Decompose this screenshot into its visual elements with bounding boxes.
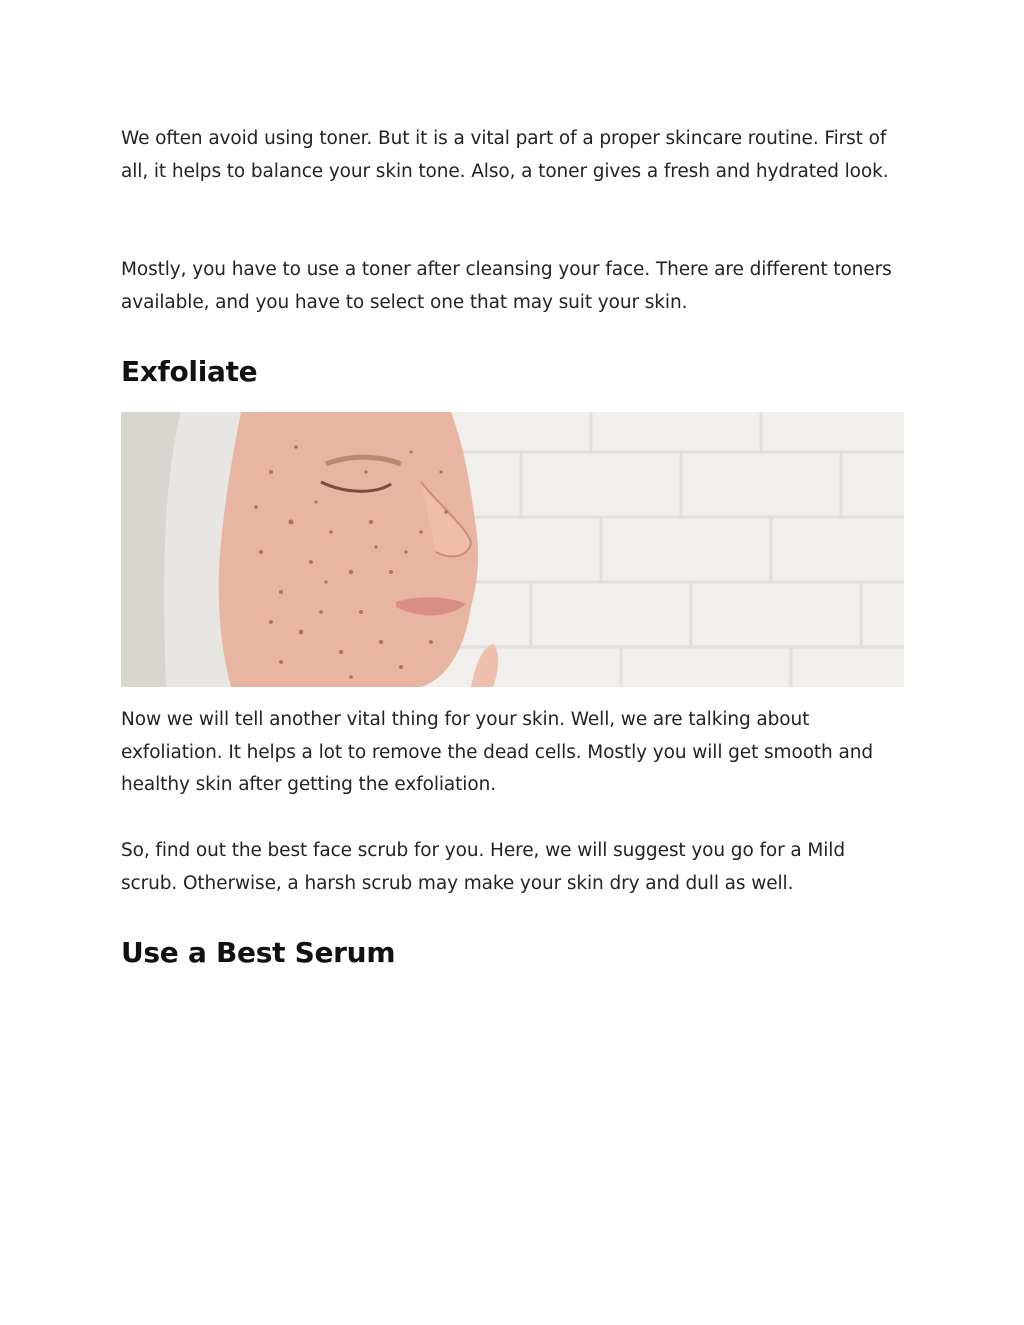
heading-serum: Use a Best Serum <box>121 936 396 969</box>
paragraph-scrub-advice: So, find out the best face scrub for you. Here, we will suggest you go for a Mild scrub. Otherwise, a harsh scrub may make your skin dry and dull as well. <box>121 840 845 894</box>
photo-woman-face-scrub-icon <box>121 412 904 687</box>
photo-woman-face-scrub <box>121 412 904 687</box>
paragraph-toner-usage: Mostly, you have to use a toner after cleansing your face. There are different toners available, and you have to select one that may suit your skin. <box>121 259 892 313</box>
heading-exfoliate: Exfoliate <box>121 355 258 388</box>
paragraph-toner-intro: We often avoid using toner. But it is a vital part of a proper skincare routine. First of all, it helps to balance your skin tone. Also, a toner gives a fresh and hydrated look. <box>121 128 889 182</box>
paragraph-exfoliation-benefits: Now we will tell another vital thing for your skin. Well, we are talking about exfoliation. It helps a lot to remove the dead cells. Mostly you will get smooth and healthy skin after getting the exfoliation. <box>121 709 873 796</box>
